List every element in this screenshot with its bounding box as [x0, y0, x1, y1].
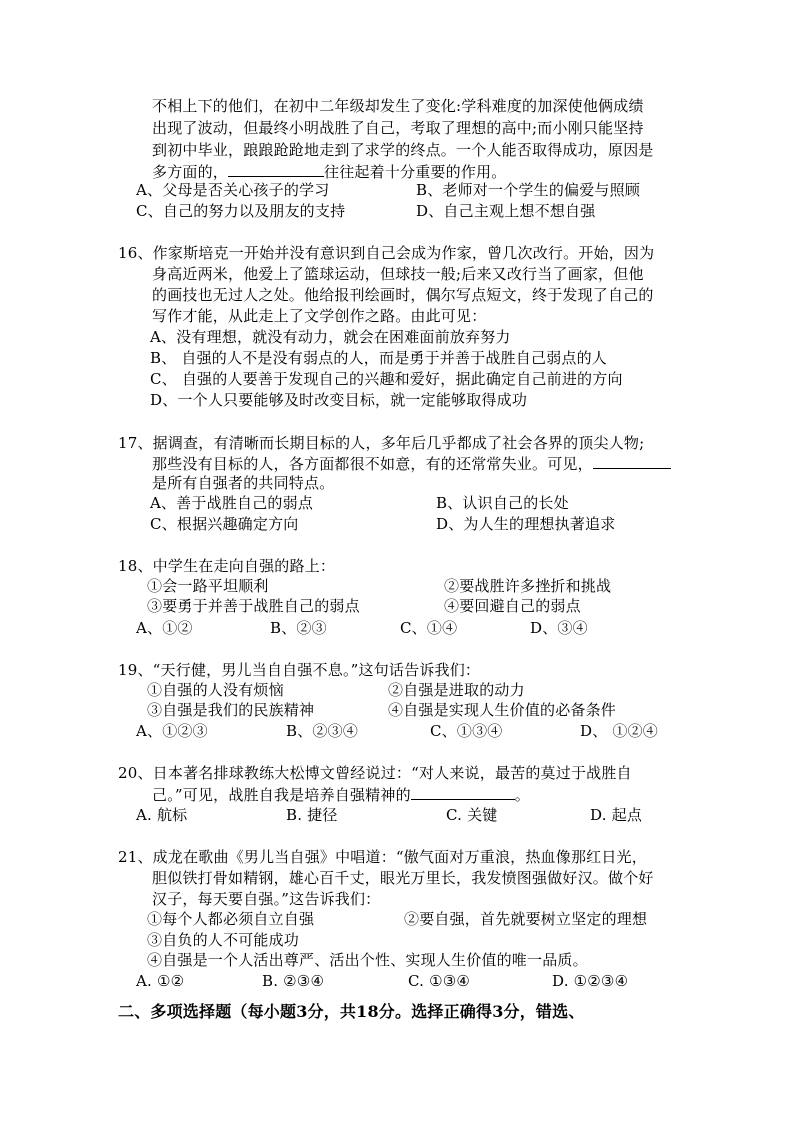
q15-option-b: B、老师对一个学生的偏爱与照顾 — [416, 181, 641, 199]
q18-option-d: D、③④ — [530, 619, 588, 637]
q20-line-2-pre: 己。”可见，战胜自我是培养自强精神的 — [152, 786, 411, 804]
q17-line-1: 17、据调查，有清晰而长期目标的人，多年后几乎都成了社会各界的顶尖人物; — [118, 434, 645, 452]
q17-option-d: D、为人生的理想执著追求 — [436, 515, 616, 533]
q18-item-2: ②要战胜许多挫折和挑战 — [444, 577, 612, 595]
q18-item-3: ③要勇于并善于战胜自己的弱点 — [147, 597, 360, 615]
q21-line-2: 胆似铁打骨如精钢，雄心百千丈，眼光万里长，我发愤图强做好汉。做个好 — [152, 869, 654, 887]
q20-line-2-post: 。 — [514, 786, 530, 804]
q19-option-c: C、①③④ — [430, 722, 503, 740]
q16-option-d: D、一个人只要能够及时改变目标，就一定能够取得成功 — [150, 391, 528, 409]
q17-option-b: B、认识自己的长处 — [436, 494, 569, 512]
q17-line-2-text: 那些没有目标的人，各方面都很不如意，有的还常常失业。可见， — [152, 455, 593, 473]
q15-line-3: 到初中毕业，踉踉跄跄地走到了求学的终点。一个人能否取得成功，原因是 — [152, 141, 654, 159]
q17-answer-blank — [593, 454, 671, 469]
q21-line-3: 汉子，每天要自强。”这告诉我们： — [152, 890, 381, 908]
q19-option-d: D、 ①②④ — [580, 722, 658, 740]
q19-option-b: B、②③④ — [286, 722, 359, 740]
section-2-heading: 二、多项选择题（每小题3分，共18分。选择正确得3分，错选、 — [118, 1002, 585, 1021]
q16-option-c: C、 自强的人要善于发现自己的兴趣和爱好，据此确定自己前进的方向 — [150, 370, 623, 388]
q16-line-4: 写作才能，从此走上了文学创作之路。由此可见： — [152, 307, 487, 325]
q21-option-a: A. ①② — [136, 972, 185, 990]
q20-answer-blank — [411, 785, 515, 800]
q20-option-c: C. 关键 — [446, 806, 498, 824]
q16-line-3: 的画技也无过人之处。他给报刊绘画时，偶尔写点短文，终于发现了自己的 — [152, 286, 654, 304]
q18-option-a: A、①② — [136, 619, 193, 637]
q18-option-c: C、①④ — [400, 619, 458, 637]
q18-item-4: ④要回避自己的弱点 — [444, 597, 581, 615]
q20-option-b: B. 捷径 — [286, 806, 338, 824]
q18-item-1: ①会一路平坦顺利 — [147, 577, 269, 595]
q21-option-d: D. ①②③④ — [552, 972, 629, 990]
q18-line-1: 18、中学生在走向自强的路上： — [118, 557, 336, 575]
q15-line-1: 不相上下的他们，在初中二年级却发生了变化:学科难度的加深使他俩成绩 — [152, 97, 644, 115]
q19-item-4: ④自强是实现人生价值的必备条件 — [388, 701, 617, 719]
q15-line-4-pre: 多方面的， — [152, 163, 229, 181]
q15-option-c: C、自己的努力以及朋友的支持 — [136, 202, 346, 220]
q17-line-2 — [152, 454, 671, 474]
q17-line-3: 是所有自强者的共同特点。 — [152, 474, 335, 492]
q21-item-3: ③自负的人不可能成功 — [147, 931, 300, 949]
q19-option-a: A、①②③ — [136, 722, 208, 740]
q16-option-a: A、没有理想，就没有动力，就会在困难面前放弃努力 — [150, 328, 511, 346]
q19-item-1: ①自强的人没有烦恼 — [147, 681, 284, 699]
q18-option-b: B、②③ — [270, 619, 327, 637]
q16-line-2: 身高近两米，他爱上了篮球运动，但球技一般;后来又改行当了画家，但他 — [152, 265, 644, 283]
q16-line-1: 16、作家斯培克一开始并没有意识到自己会成为作家，曾几次改行。开始，因为 — [118, 244, 655, 262]
q19-item-2: ②自强是进取的动力 — [388, 681, 525, 699]
q21-item-4: ④自强是一个人活出尊严、活出个性、实现人生价值的唯一品质。 — [147, 951, 588, 969]
q19-item-3: ③自强是我们的民族精神 — [147, 701, 315, 719]
q19-line-1: 19、“天行健，男儿当自自强不息。”这句话告诉我们： — [118, 661, 481, 679]
q15-answer-blank — [228, 162, 324, 177]
q17-option-a: A、善于战胜自己的弱点 — [150, 494, 314, 512]
q15-line-4-post: 往往起着十分重要的作用。 — [324, 163, 507, 181]
q21-option-c: C. ①③④ — [408, 972, 471, 990]
q20-line-1: 20、日本著名排球教练大松博文曾经说过：“对人来说，最苦的莫过于战胜自 — [118, 764, 632, 782]
q15-option-d: D、自己主观上想不想自强 — [416, 202, 596, 220]
q21-item-1: ①每个人都必须自立自强 — [147, 910, 315, 928]
q21-item-2: ②要自强，首先就要树立坚定的理想 — [404, 910, 648, 928]
q20-option-d: D. 起点 — [590, 806, 643, 824]
q15-option-a: A、父母是否关心孩子的学习 — [136, 181, 330, 199]
q17-option-c: C、根据兴趣确定方向 — [150, 515, 299, 533]
q20-line-2 — [152, 785, 530, 805]
q15-line-4 — [152, 162, 506, 182]
q21-line-1: 21、成龙在歌曲《男儿当自强》中唱道：“傲气面对万重浪，热血像那红日光， — [118, 848, 647, 866]
q16-option-b: B、 自强的人不是没有弱点的人，而是勇于并善于战胜自己弱点的人 — [150, 349, 607, 367]
q15-line-2: 出现了波动，但最终小明战胜了自己，考取了理想的高中;而小刚只能坚持 — [152, 119, 644, 137]
q21-option-b: B. ②③④ — [262, 972, 325, 990]
q20-option-a: A. 航标 — [136, 806, 188, 824]
